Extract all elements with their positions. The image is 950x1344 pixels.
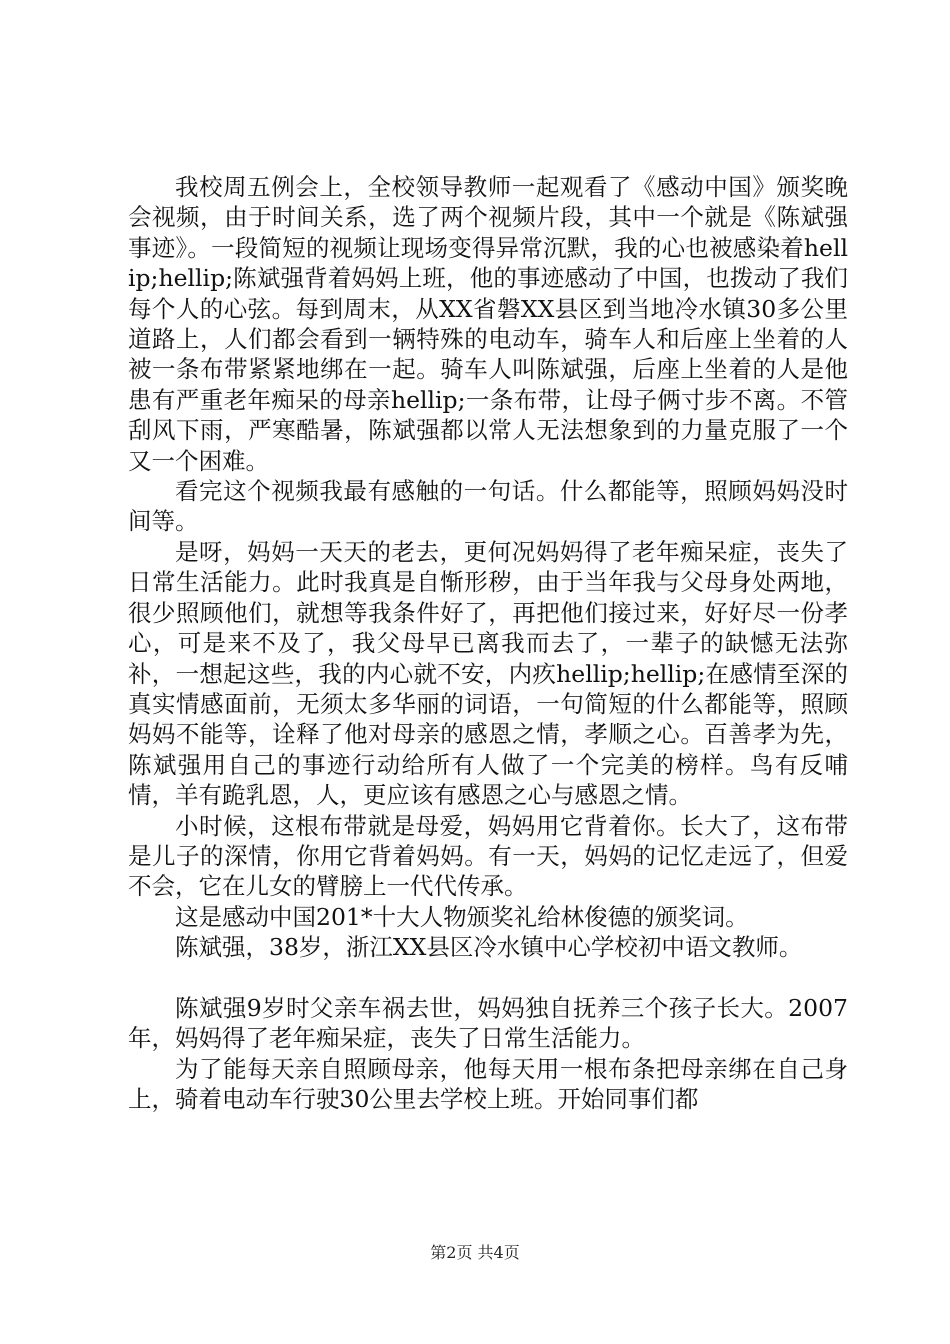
paragraph: 这是感动中国201*十大人物颁奖礼给林俊德的颁奖词。 — [175, 902, 749, 931]
paragraph: 是呀，妈妈一天天的老去，更何况妈妈得了老年痴呆症，丧失了日常生活能力。此时我真是自惭形秽，由于当年我与父母身处两地，很少照顾他们，就想等我条件好了，再把他们接过来，好好尽一份孝心，可是来不及了，我父母早已离我而去了，一辈子的缺憾无法弥补，一想起这些，我的内心就不安，内疚hellip;hellip;在感情至深的真实情感面前，无须太多华丽的词语，一句简短的什么都能等，照顾妈妈不能等，诠释了他对母亲的感恩之情，孝顺之心。百善孝为先，陈斌强用自己的事迹行动给所有人做了一个完美的榜样。鸟有反哺情，羊有跪乳恩，人，更应该有感恩之心与感恩之情。 — [128, 537, 848, 810]
paragraph: 小时候，这根布带就是母爱，妈妈用它背着你。长大了，这布带是儿子的深情，你用它背着妈妈。有一天，妈妈的记忆走远了，但爱不会，它在儿女的臂膀上一代代传承。 — [128, 811, 848, 901]
body-text — [128, 172, 848, 1115]
paragraph: 陈斌强9岁时父亲车祸去世，妈妈独自抚养三个孩子长大。2007年，妈妈得了老年痴呆症，丧失了日常生活能力。 — [128, 993, 848, 1053]
paragraph: 看完这个视频我最有感触的一句话。什么都能等，照顾妈妈没时间等。 — [128, 477, 848, 536]
paragraph: 为了能每天亲自照顾母亲，他每天用一根布条把母亲绑在自己身上，骑着电动车行驶30公里去学校上班。开始同事们都 — [128, 1054, 848, 1114]
blank-line — [128, 963, 848, 993]
paragraph: 我校周五例会上，全校领导教师一起观看了《感动中国》颁奖晚会视频，由于时间关系，选了两个视频片段，其中一个就是《陈斌强事迹》。一段简短的视频让现场变得异常沉默，我的心也被感染着hellip;hellip;陈斌强背着妈妈上班，他的事迹感动了中国，也拨动了我们每个人的心弦。每到周末，从XX省磐XX县区到当地冷水镇30多公里道路上，人们都会看到一辆特殊的电动车，骑车人和后座上坐着的人被一条布带紧紧地绑在一起。骑车人叫陈斌强，后座上坐着的人是他患有严重老年痴呆的母亲hellip;一条布带，让母子俩寸步不离。不管刮风下雨，严寒酷暑，陈斌强都以常人无法想象到的力量克服了一个又一个困难。 — [128, 173, 848, 475]
page-number-footer: 第2页 共4页 — [430, 1243, 520, 1262]
paragraph: 陈斌强，38岁，浙江XX县区冷水镇中心学校初中语文教师。 — [175, 933, 803, 962]
